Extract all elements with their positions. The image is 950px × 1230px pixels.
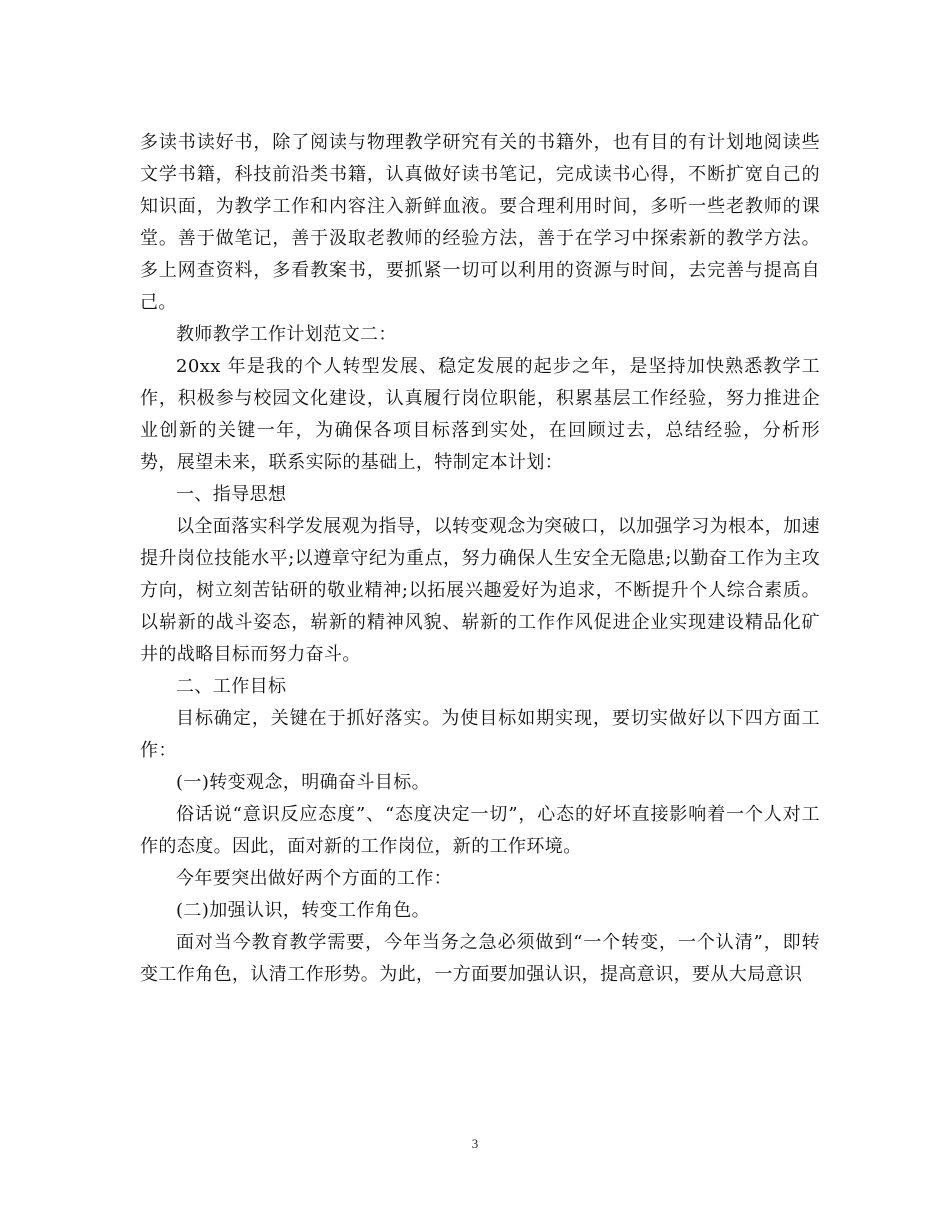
paragraph-guiding-thought: 以全面落实科学发展观为指导，以转变观念为突破口，以加强学习为根本，加速提升岗位技能水平;以遵章守纪为重点，努力确保人生安全无隐患;以勤奋工作为主攻方向，树立刻苦钻研的敬业精神;以拓展兴趣爱好为追求，不断提升个人综合素质。以崭新的战斗姿态，崭新的精神风貌、崭新的工作作风促进企业实现建设精品化矿井的战略目标而努力奋斗。	[140, 516, 820, 665]
paragraph-two-focus-areas: 今年要突出做好两个方面的工作：	[176, 868, 452, 889]
section-heading-guiding-thought: 一、指导思想	[176, 484, 287, 505]
paragraph-education-needs: 面对当今教育教学需要，今年当务之急必须做到“一个转变，一个认清”，即转变工作角色，认清工作形势。为此，一方面要加强认识，提高意识，要从大局意识	[140, 932, 820, 985]
subheading-change-mindset: (一)转变观念，明确奋斗目标。	[176, 772, 431, 793]
subheading-change-role: (二)加强认识，转变工作角色。	[176, 900, 431, 921]
paragraph-work-goals: 目标确定，关键在于抓好落实。为使目标如期实现，要切实做好以下四方面工作：	[140, 708, 820, 761]
paragraph-reading-plan: 多读书读好书，除了阅读与物理教学研究有关的书籍外，也有目的有计划地阅读些文学书籍，科技前沿类书籍，认真做好读书笔记，完成读书心得，不断扩宽自己的知识面，为教学工作和内容注入新鲜血液。要合理利用时间，多听一些老教师的课堂。善于做笔记，善于汲取老教师的经验方法，善于在学习中探索新的教学方法。多上网查资料，多看教案书，要抓紧一切可以利用的资源与时间，去完善与提高自己。	[140, 132, 820, 313]
page-number: 3	[471, 1136, 479, 1151]
section-heading-work-goals: 二、工作目标	[176, 676, 287, 697]
paragraph-intro-plan: 20xx 年是我的个人转型发展、稳定发展的起步之年，是坚持加快熟悉教学工作，积极参与校园文化建设，认真履行岗位职能，积累基层工作经验，努力推进企业创新的关键一年，为确保各项目标落到实处，在回顾过去，总结经验，分析形势，展望未来，联系实际的基础上，特制定本计划：	[140, 356, 820, 473]
document-body	[140, 127, 820, 991]
paragraph-heading-sample-two: 教师教学工作计划范文二：	[176, 324, 397, 345]
paragraph-attitude: 俗话说“意识反应态度”、“态度决定一切”，心态的好坏直接影响着一个人对工作的态度。因此，面对新的工作岗位，新的工作环境。	[140, 804, 820, 857]
